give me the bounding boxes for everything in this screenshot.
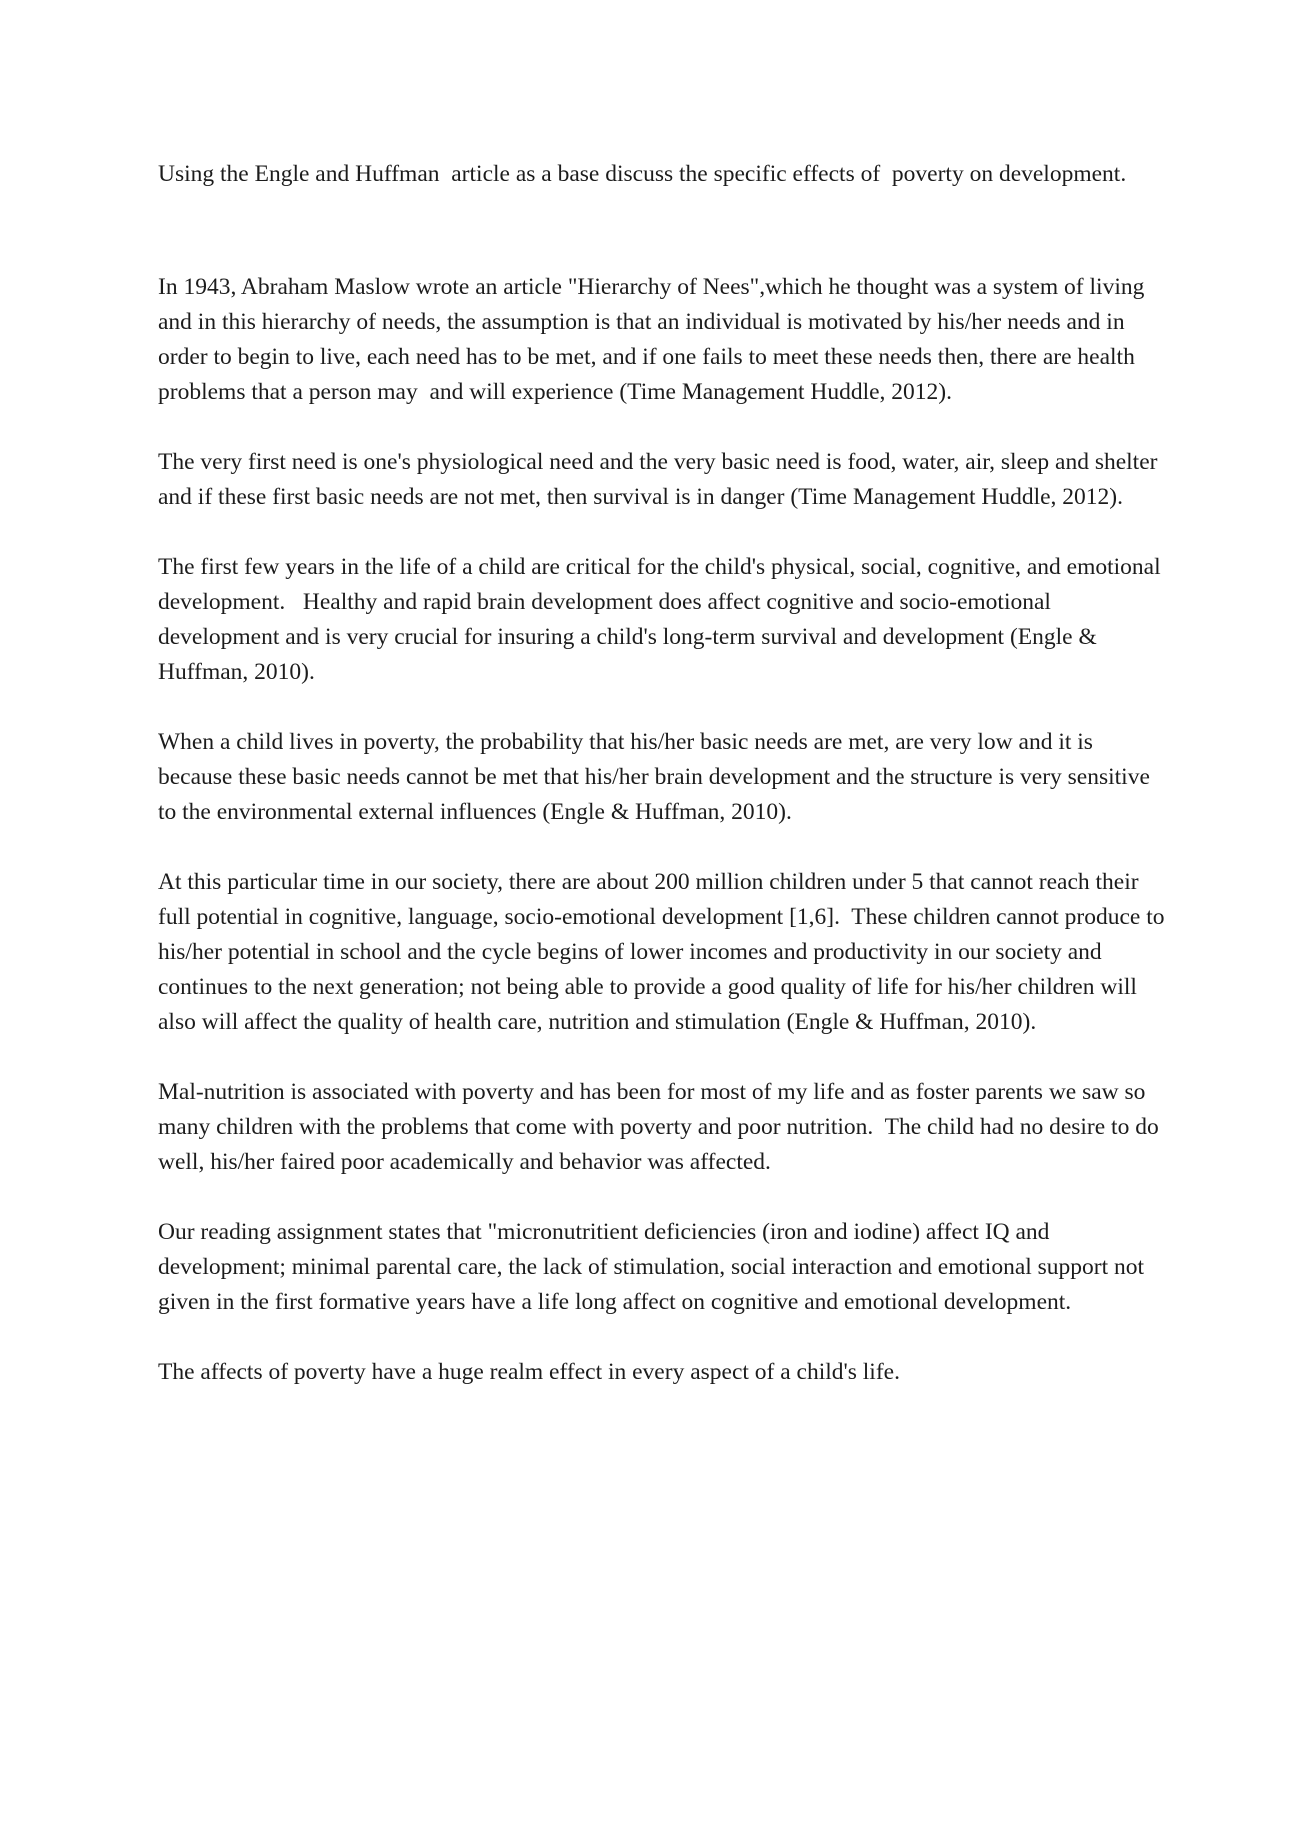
paragraph-physiological-need: The very first need is one's physiological need and the very basic need is food, water, air, sleep and shelter and if these first basic needs are not met, then survival is in danger (Time Management Huddle, 2012).: [158, 449, 1164, 510]
paragraph-poverty-brain: When a child lives in poverty, the probability that his/her basic needs are met, are very low and it is because these basic needs cannot be met that his/her brain development and the structure is very sensitive to the environmental external influences (Engle & Huffman, 2010).: [158, 729, 1156, 825]
paragraph-reading-assignment: Our reading assignment states that "micronutritient deficiencies (iron and iodine) affect IQ and development; minimal parental care, the lack of stimulation, social interaction and emotional support not given in the first formative years have a life long affect on cognitive and emotional development.: [158, 1219, 1150, 1315]
paragraph-200-million: At this particular time in our society, there are about 200 million children under 5 that cannot reach their full potential in cognitive, language, socio-emotional development [1,6]. These children cannot produce to his/her potential in school and the cycle begins of lower incomes and productivity in our society and continues to the next generation; not being able to provide a good quality of life for his/her children will also will affect the quality of health care, nutrition and stimulation (Engle & Huffman, 2010).: [158, 869, 1171, 1035]
paragraph-early-years: The first few years in the life of a child are critical for the child's physical, social, cognitive, and emotional development. Healthy and rapid brain development does affect cognitive and socio-emotional development and is very crucial for insuring a child's long-term survival and development (Engle & Huffman, 2010).: [158, 554, 1167, 685]
paragraph-conclusion: The affects of poverty have a huge realm effect in every aspect of a child's life.: [158, 1359, 900, 1385]
assignment-prompt: Using the Engle and Huffman article as a base discuss the specific effects of poverty on development.: [158, 161, 1127, 187]
document-body: [158, 157, 1171, 1390]
paragraph-malnutrition: Mal-nutrition is associated with poverty and has been for most of my life and as foster parents we saw so many children with the problems that come with poverty and poor nutrition. The child had no desire to do well, his/her faired poor academically and behavior was affected.: [158, 1079, 1165, 1175]
paragraph-maslow: In 1943, Abraham Maslow wrote an article "Hierarchy of Nees",which he thought was a system of living and in this hierarchy of needs, the assumption is that an individual is motivated by his/her needs and in order to begin to live, each need has to be met, and if one fails to meet these needs then, there are health problems that a person may and will experience (Time Management Huddle, 2012).: [158, 274, 1151, 405]
